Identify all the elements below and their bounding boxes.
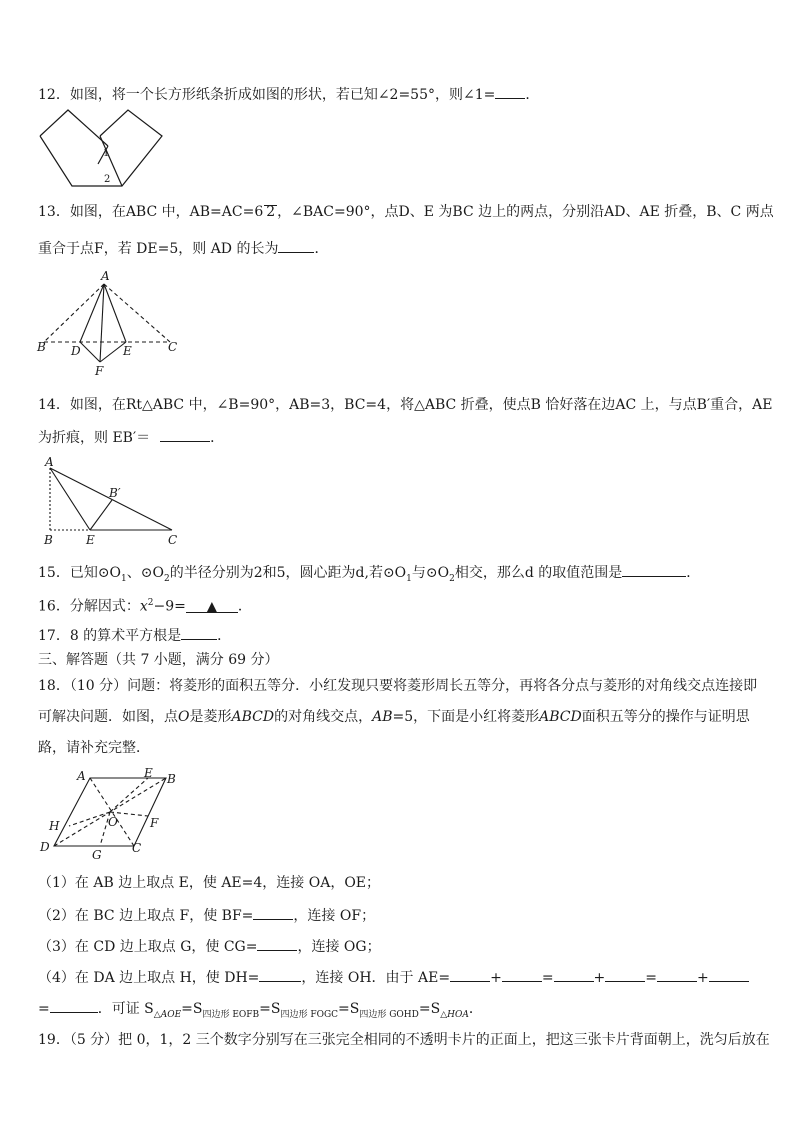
answer-blank xyxy=(657,967,697,982)
sqrt-2: 2 xyxy=(266,204,276,220)
answer-blank xyxy=(257,936,297,951)
question-15: 15．已知$⊙O_1$、$⊙O_2$的半径分别为2和5，圆心距为d,若$⊙O_1$与$⊙O_2$相交，那么d 的取值范围是 ． xyxy=(38,562,700,588)
answer-blank xyxy=(50,998,98,1013)
answer-blank xyxy=(605,967,645,982)
answer-blank xyxy=(554,967,594,982)
question-18-line2: 可解决问题．如图，点O是菱形ABCD的对角线交点，AB=5，下面是小红将菱形ABCD面积五等分的操作与证明思 xyxy=(38,709,750,725)
svg-text:A: A xyxy=(101,269,110,283)
answer-blank xyxy=(181,625,217,640)
svg-text:O: O xyxy=(108,815,118,829)
svg-text:C: C xyxy=(168,533,178,547)
question-19-line1: 19．（5 分）把 0，1，2 三个数字分别写在三张完全相同的不透明卡片的正面上，把这三张卡片背面朝上，洗匀后放在 xyxy=(38,1032,770,1048)
svg-text:E: E xyxy=(144,766,153,780)
angle-2-label: 2 xyxy=(104,174,111,185)
svg-text:F: F xyxy=(95,364,104,378)
svg-text:B: B xyxy=(37,340,46,354)
q14-figure xyxy=(38,456,186,548)
question-13-line1: 13．如图，在ABC 中，AB=AC=6 2 ，∠BAC=90°，点D、E 为BC 边上的两点，分别沿AD、AE 折叠，B、C 两点 xyxy=(38,204,774,220)
section-heading: 三、解答题（共 7 小题，满分 69 分） xyxy=(38,652,279,668)
answer-blank xyxy=(495,84,525,99)
svg-text:A: A xyxy=(77,769,86,783)
svg-text:D: D xyxy=(40,840,50,854)
svg-text:C: C xyxy=(168,340,178,354)
answer-blank xyxy=(622,562,686,577)
answer-blank xyxy=(278,238,314,253)
q13-figure xyxy=(34,266,182,378)
question-14-line1: 14．如图，在Rt△ABC 中，∠B=90°，AB=3，BC=4，将△ABC 折叠，使点B 恰好落在边AC 上，与点B′重合，AE xyxy=(38,397,773,413)
svg-text:B′: B′ xyxy=(109,486,121,500)
question-18-line3: 路，请补充完整． xyxy=(38,740,150,756)
svg-text:E: E xyxy=(86,533,95,547)
q18-step-1: （1）在 AB 边上取点 E，使 AE=4，连接 OA，OE； xyxy=(38,875,381,891)
svg-text:H: H xyxy=(49,819,60,833)
q18-step-2: （2）在 BC 边上取点 F，使 BF= ，连接 OF； xyxy=(38,905,375,925)
q18-step-4: （4）在 DA 边上取点 H，使 DH= ，连接 OH．由于 AE= + = + = + xyxy=(38,967,749,987)
answer-blank xyxy=(709,967,749,982)
answer-blank xyxy=(502,967,542,982)
question-13-line2: 重合于点F，若 DE=5，则 AD 的长为 ． xyxy=(38,238,328,258)
svg-text:D: D xyxy=(71,344,81,358)
answer-blank xyxy=(450,967,490,982)
svg-text:G: G xyxy=(92,848,102,862)
answer-blank xyxy=(253,905,293,920)
svg-text:B: B xyxy=(167,772,176,786)
svg-text:F: F xyxy=(150,816,159,830)
question-16: 16．分解因式：$x^2-9=$ ▲ ． xyxy=(38,598,252,615)
answer-blank-triangle: ▲ xyxy=(186,598,238,613)
angle-1-label: 1 xyxy=(103,148,110,159)
svg-text:C: C xyxy=(132,841,142,855)
svg-text:E: E xyxy=(123,344,132,358)
q12-figure xyxy=(36,108,166,188)
svg-text:A: A xyxy=(45,455,54,469)
question-14-line2: 为折痕，则 EB′＝ ． xyxy=(38,427,224,447)
answer-blank xyxy=(259,967,301,982)
svg-text:B: B xyxy=(44,533,53,547)
q18-step-3: （3）在 CD 边上取点 G，使 CG= ，连接 OG； xyxy=(38,936,381,956)
q18-step-4-cont: = ．可证 $S_{\triangle AOE}=S_{四边形 EOFB}=S_{四边形 FOGC}=S_{四边形 GOHD}=S_{\triangle HOA}$． xyxy=(38,998,483,1024)
question-17: 17．8 的算术平方根是 ． xyxy=(38,625,231,645)
question-18-line1: 18．（10 分）问题：将菱形的面积五等分．小红发现只要将菱形周长五等分，再将各分点与菱形的对角线交点连接即 xyxy=(38,678,758,694)
question-12: 12．如图，将一个长方形纸条折成如图的形状，若已知∠2=55°，则∠1= ． xyxy=(38,84,539,104)
q18-rhombus-figure xyxy=(36,766,176,866)
answer-blank xyxy=(160,427,210,442)
